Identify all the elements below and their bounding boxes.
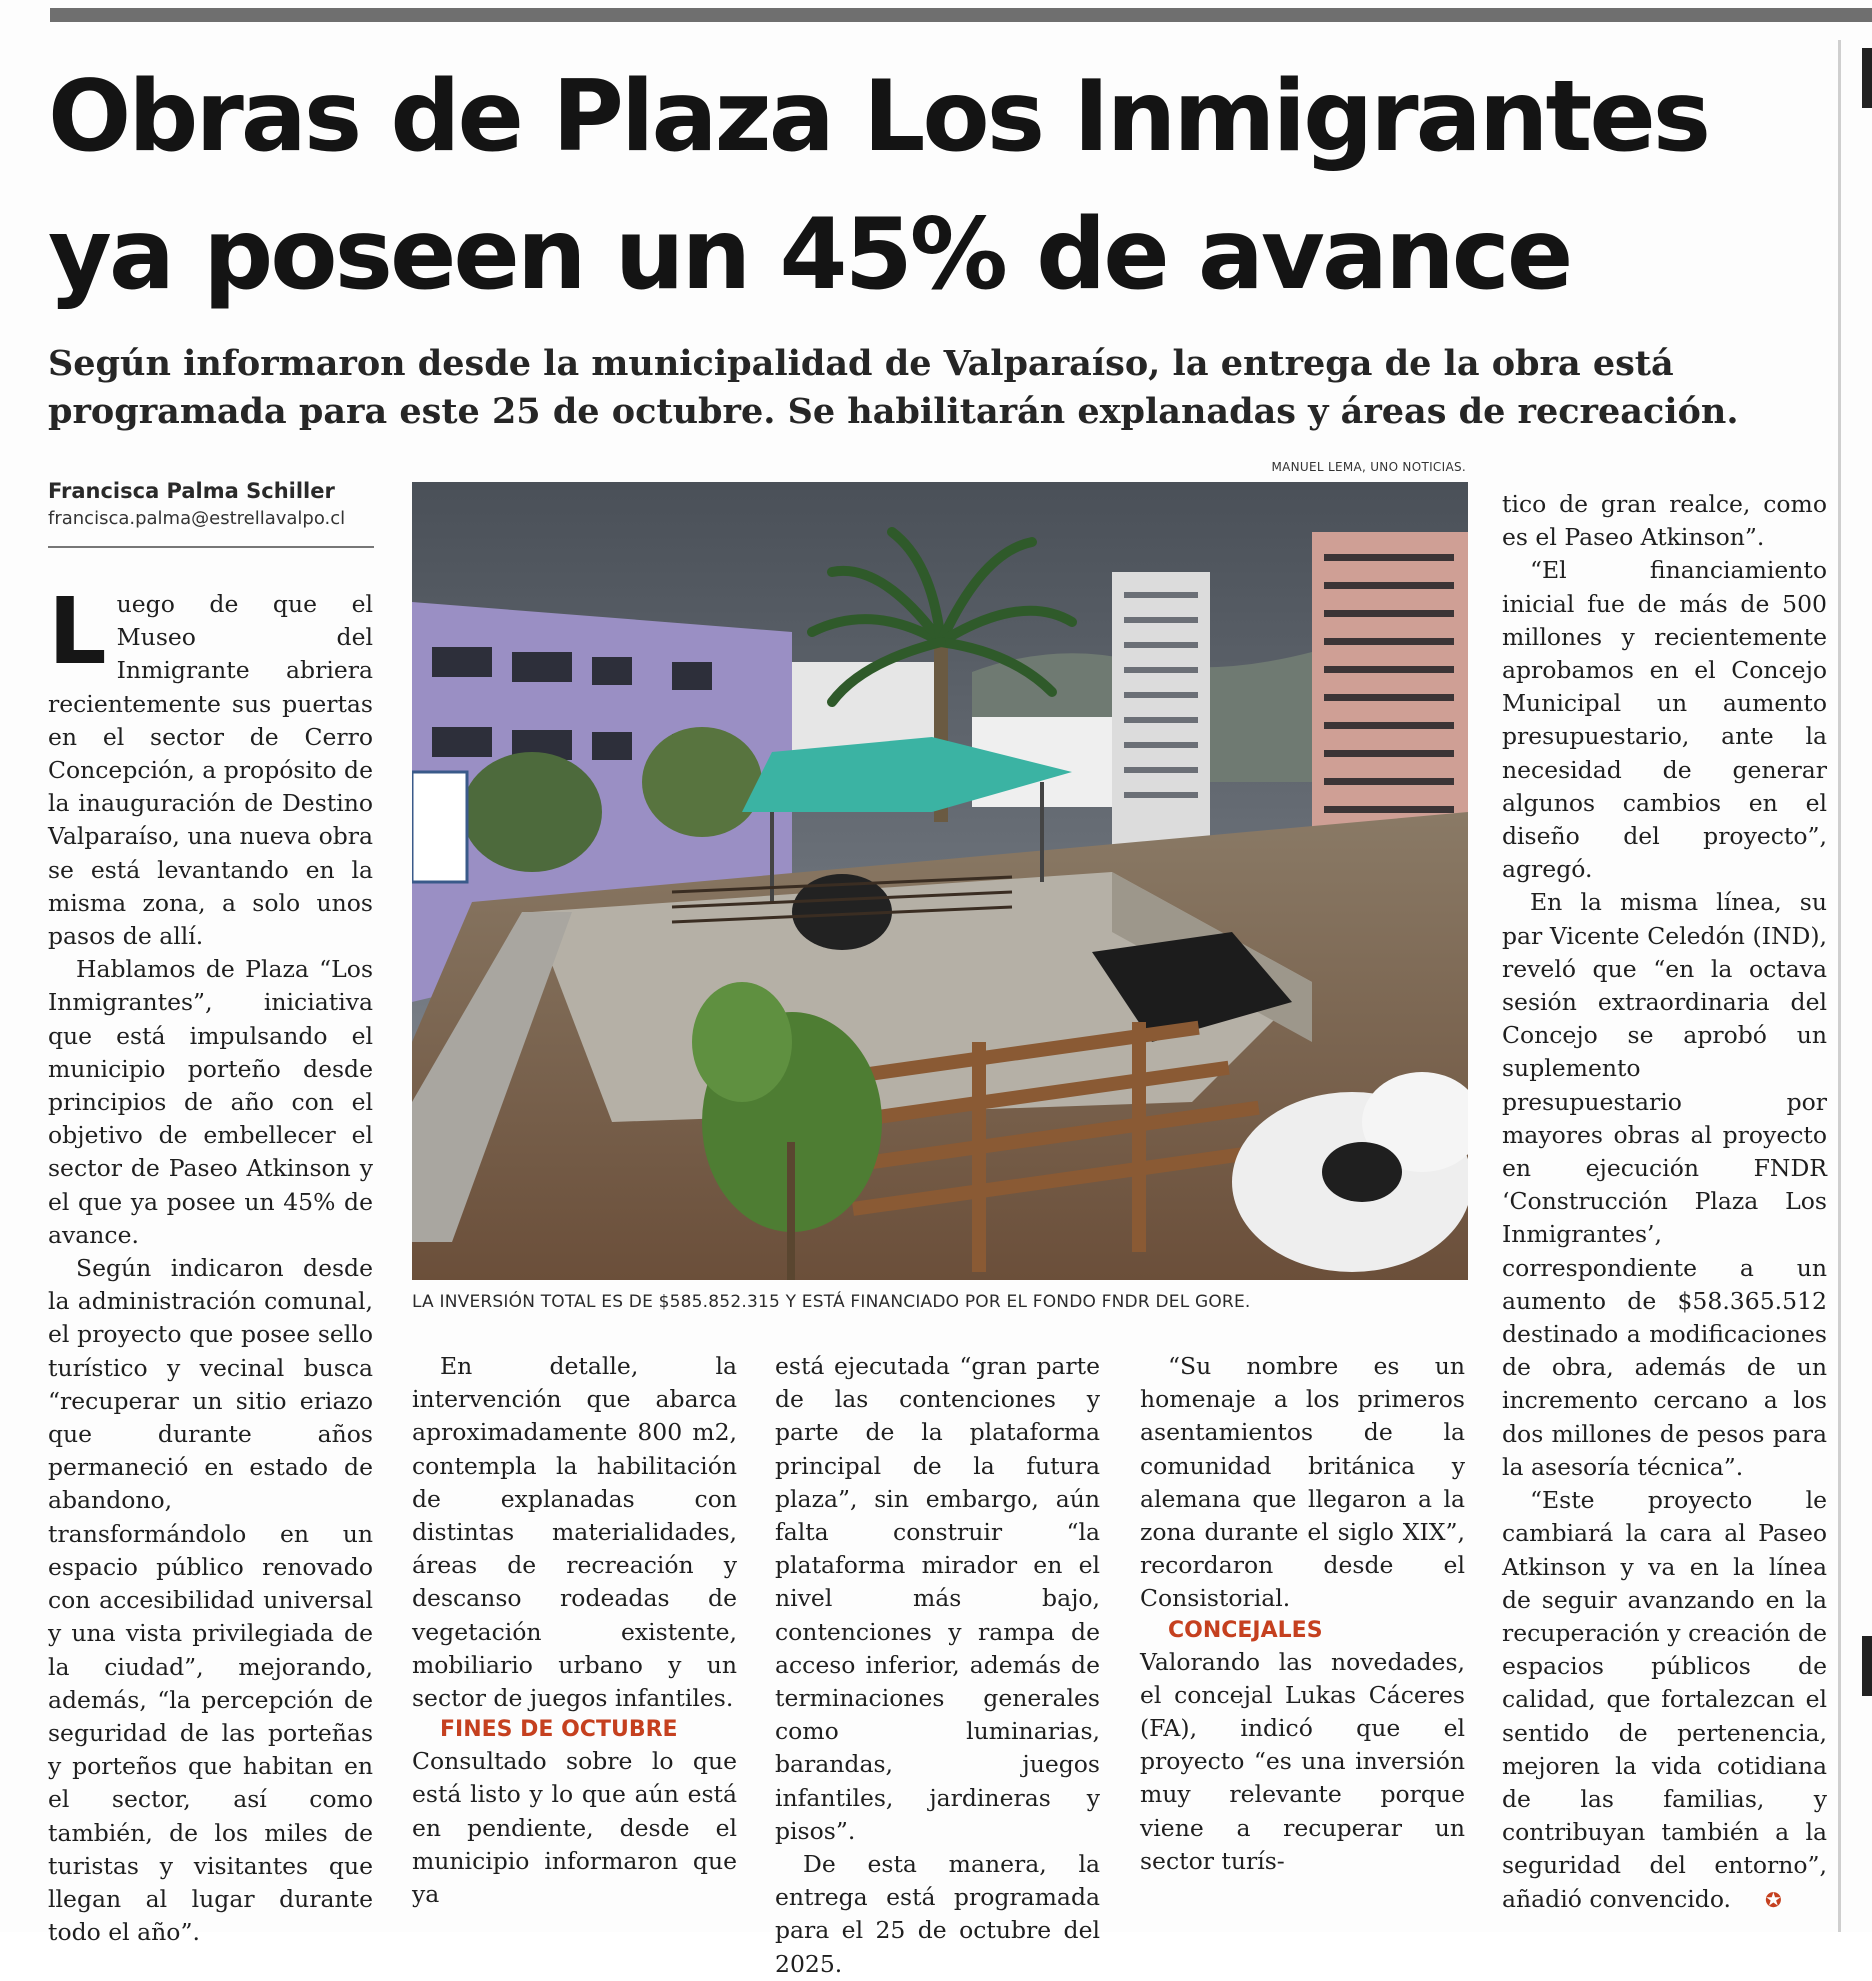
column-2	[412, 1350, 737, 1911]
paragraph: Valorando las novedades, el concejal Lukas Cáceres (FA), indicó que el proyecto “es una inversión muy relevante porque viene a recuperar un sector turís-	[1140, 1647, 1465, 1875]
paragraph: tico de gran realce, como es el Paseo Atkinson”.	[1502, 490, 1827, 552]
paragraph: En la misma línea, su par Vicente Celedón (IND), reveló que “en la octava sesión extraordinaria del Concejo se aprobó un suplemento presupuestario por mayores obras al proyecto en ejecución FNDR ‘Construcción Plaza Los Inmigrantes’, correspondiente a un aumento de $58.365.512 destinado a modificaciones de obra, además de un incremento cercano a los dos millones de pesos para la asesoría técnica”.	[1502, 888, 1827, 1481]
paragraph: Según indicaron desde la administración comunal, el proyecto que posee sello turístico y vecinal busca “recuperar un sitio eriazo que durante años permaneció en estado de abandono, transformándolo en un espacio público renovado con accesibilidad universal y una vista privilegiada de la ciudad”, mejorando, además, “la percepción de seguridad de las porteñas y porteños que habitan en el sector, así como también, de los miles de turistas y visitantes que llegan al lugar durante todo el año”.	[48, 1254, 373, 1947]
byline	[48, 476, 378, 532]
column-5	[1502, 488, 1827, 1917]
adjacent-page-mark	[1862, 1636, 1872, 1696]
subheadline: Según informaron desde la municipalidad de Valparaíso, la entrega de la obra está programada para este 25 de octubre. Se habilitarán explanadas y áreas de recreación.	[48, 343, 1739, 432]
dropcap: L	[48, 578, 107, 685]
headline: Obras de Plaza Los Inmigrantes ya poseen un 45% de avance	[48, 60, 1709, 312]
author-name: Francisca Palma Schiller	[48, 479, 335, 503]
paragraph	[48, 578, 373, 953]
paragraph: Consultado sobre lo que está listo y lo que aún está en pendiente, desde el municipio informaron que ya	[412, 1747, 737, 1909]
column-1	[48, 578, 373, 1949]
end-of-article-icon: ✪	[1765, 1887, 1782, 1912]
construction-site-photo	[412, 482, 1468, 1280]
paragraph: “Su nombre es un homenaje a los primeros asentamientos de la comunidad británica y alemana que llegaron a la zona durante el siglo XIX”, recordaron desde el Consistorial.	[1140, 1352, 1465, 1613]
section-heading: FINES DE OCTUBRE	[440, 1717, 678, 1743]
paragraph-text: “Este proyecto le cambiará la cara al Paseo Atkinson y va en la línea de seguir avanzando en la recuperación y creación de espacios públicos de calidad, que fortalezcan el sentido de pertenencia, mejoren la vida cotidiana de las familias, y contribuyan también a la seguridad del entorno”, añadió convencido.	[1502, 1486, 1827, 1913]
paragraph: En detalle, la intervención que abarca aproximadamente 800 m2, contempla la habilitación de explanadas con distintas materialidades, áreas de recreación y descanso rodeadas de vegetación existente, mobiliario urbano y un sector de juegos infantiles.	[412, 1352, 737, 1713]
photo-credit: MANUEL LEMA, UNO NOTICIAS.	[1271, 460, 1466, 474]
paragraph: Hablamos de Plaza “Los Inmigrantes”, iniciativa que está impulsando el municipio porteño desde principios de año con el objetivo de embellecer el sector de Paseo Atkinson y el que ya posee un 45% de avance.	[48, 955, 373, 1249]
paragraph: De esta manera, la entrega está programada para el 25 de octubre del 2025.	[775, 1850, 1100, 1978]
paragraph: está ejecutada “gran parte de las contenciones y parte de la plataforma principal de la futura plaza”, sin embargo, aún falta construir “la plataforma mirador en el nivel más bajo, contenciones y rampa de acceso inferior, además de terminaciones generales como luminarias, barandas, juegos infantiles, jardineras y pisos”.	[775, 1352, 1100, 1845]
column-3	[775, 1350, 1100, 1981]
top-rule	[50, 8, 1872, 22]
photo-caption: LA INVERSIÓN TOTAL ES DE $585.852.315 Y ESTÁ FINANCIADO POR EL FONDO FNDR DEL GORE.	[412, 1292, 1251, 1312]
byline-divider	[48, 546, 374, 548]
column-4	[1140, 1350, 1465, 1878]
paragraph	[1502, 1484, 1827, 1917]
paragraph-text: uego de que el Museo del Inmigrante abriera recientemente sus puertas en el sector de Cerro Concepción, a propósito de la inauguración de Destino Valparaíso, una nueva obra se está levantando en la misma zona, a solo unos pasos de allí.	[48, 590, 373, 951]
adjacent-page-mark	[1862, 48, 1872, 108]
adjacent-page-gutter	[1838, 40, 1841, 1932]
paragraph: “El financiamiento inicial fue de más de 500 millones y recientemente aprobamos en el Concejo Municipal un aumento presupuestario, ante la necesidad de generar algunos cambios en el diseño del proyecto”, agregó.	[1502, 556, 1827, 884]
author-email[interactable]: francisca.palma@estrellavalpo.cl	[48, 508, 346, 529]
section-heading: CONCEJALES	[1168, 1617, 1323, 1643]
